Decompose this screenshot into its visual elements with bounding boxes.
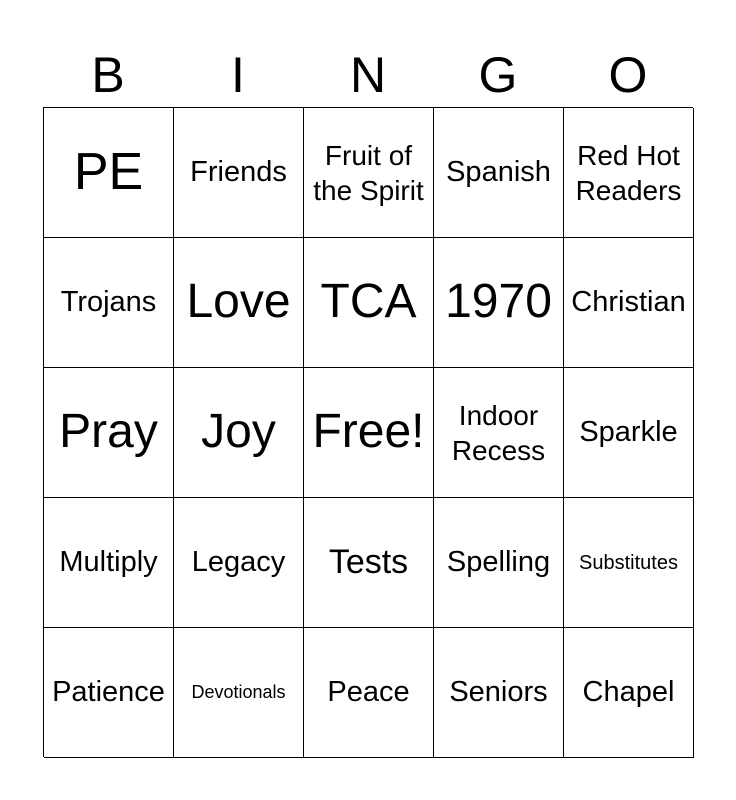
- bingo-cell[interactable]: [174, 628, 304, 758]
- cell-text: Tests: [328, 542, 409, 581]
- cell-text: Patience: [52, 675, 165, 708]
- cell-text: Fruit of the Spirit: [313, 139, 424, 206]
- cell-text: Pray: [59, 405, 158, 459]
- cell-text: Indoor Recess: [451, 399, 546, 466]
- cell-text: TCA: [320, 275, 417, 329]
- cell-text: Joy: [201, 405, 276, 459]
- bingo-card-grid: [43, 107, 693, 757]
- bingo-cell[interactable]: [564, 368, 694, 498]
- bingo-cell[interactable]: [434, 238, 564, 368]
- bingo-cell[interactable]: [44, 628, 174, 758]
- bingo-cell[interactable]: [434, 498, 564, 628]
- bingo-cell[interactable]: [304, 238, 434, 368]
- cell-text: Red Hot Readers: [575, 139, 682, 206]
- cell-text: Spanish: [446, 155, 551, 188]
- cell-text: Love: [186, 275, 291, 329]
- bingo-cell[interactable]: [44, 368, 174, 498]
- bingo-cell[interactable]: [174, 368, 304, 498]
- cell-text: Legacy: [191, 545, 286, 578]
- bingo-cell[interactable]: [44, 108, 174, 238]
- bingo-cell[interactable]: [44, 238, 174, 368]
- bingo-cell[interactable]: [174, 498, 304, 628]
- cell-text: PE: [73, 142, 144, 201]
- cell-text: Multiply: [59, 545, 158, 578]
- cell-text: Spelling: [446, 545, 551, 578]
- bingo-cell[interactable]: [434, 108, 564, 238]
- free-space-cell[interactable]: [304, 368, 434, 498]
- bingo-cell[interactable]: [304, 108, 434, 238]
- cell-text: Sparkle: [579, 415, 678, 448]
- cell-text: Seniors: [449, 675, 548, 708]
- bingo-cell[interactable]: [174, 238, 304, 368]
- cell-text: Trojans: [60, 285, 157, 318]
- free-space-text: Free!: [312, 405, 425, 459]
- bingo-cell[interactable]: [304, 498, 434, 628]
- bingo-cell[interactable]: [174, 108, 304, 238]
- bingo-cell[interactable]: [304, 628, 434, 758]
- cell-text: 1970: [445, 275, 552, 329]
- bingo-cell[interactable]: [434, 628, 564, 758]
- header-letter-i: I: [231, 47, 245, 103]
- bingo-cell[interactable]: [44, 498, 174, 628]
- bingo-header: [43, 44, 693, 106]
- cell-text: Chapel: [582, 675, 675, 708]
- bingo-cell[interactable]: [564, 108, 694, 238]
- bingo-cell[interactable]: [564, 498, 694, 628]
- cell-text: Devotionals: [191, 681, 286, 702]
- bingo-cell[interactable]: [434, 368, 564, 498]
- header-letter-b: B: [91, 47, 125, 103]
- header-letter-o: O: [608, 47, 648, 103]
- cell-text: Substitutes: [579, 551, 678, 574]
- bingo-cell[interactable]: [564, 238, 694, 368]
- cell-text: Friends: [190, 155, 287, 188]
- header-letter-g: G: [478, 47, 518, 103]
- cell-text: Christian: [571, 285, 686, 318]
- header-letter-n: N: [349, 47, 387, 103]
- bingo-cell[interactable]: [564, 628, 694, 758]
- cell-text: Peace: [327, 675, 410, 708]
